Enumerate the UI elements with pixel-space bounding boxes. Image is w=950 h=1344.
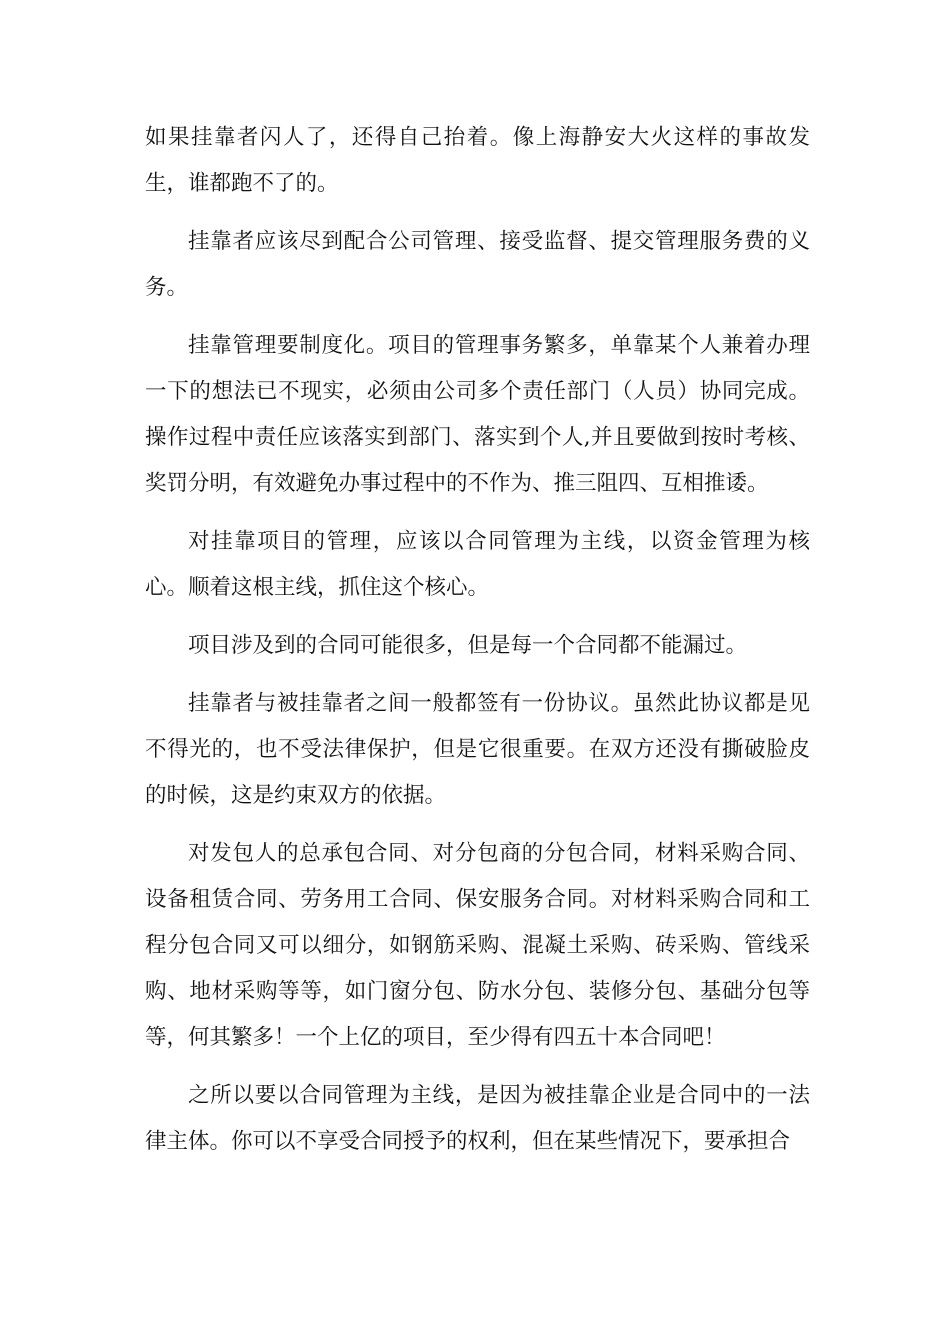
paragraph-8: 之所以要以合同管理为主线，是因为被挂靠企业是合同中的一法律主体。你可以不享受合同授予的权利，但在某些情况下，要承担合 (145, 1083, 810, 1154)
document-body (145, 115, 810, 1177)
paragraph-2: 挂靠者应该尽到配合公司管理、接受监督、提交管理服务费的义务。 (145, 229, 810, 300)
paragraph-5: 项目涉及到的合同可能很多，但是每一个合同都不能漏过。 (188, 633, 748, 658)
paragraph-6: 挂靠者与被挂靠者之间一般都签有一份协议。虽然此协议都是见不得光的，也不受法律保护，但是它很重要。在双方还没有撕破脸皮的时候，这是约束双方的依据。 (145, 691, 810, 808)
paragraph-1: 如果挂靠者闪人了，还得自己抬着。像上海静安大火这样的事故发生，谁都跑不了的。 (145, 125, 810, 196)
paragraph-4: 对挂靠项目的管理，应该以合同管理为主线，以资金管理为核心。顺着这根主线，抓住这个核心。 (145, 529, 810, 600)
paragraph-7: 对发包人的总承包合同、对分包商的分包合同，材料采购合同、设备租赁合同、劳务用工合同、保安服务合同。对材料采购合同和工程分包合同又可以细分，如钢筋采购、混凝土采购、砖采购、管线采购、地材采购等等，如门窗分包、防水分包、装修分包、基础分包等等，何其繁多！一个上亿的项目，至少得有四五十本合同吧！ (145, 841, 810, 1050)
paragraph-3: 挂靠管理要制度化。项目的管理事务繁多，单靠某个人兼着办理一下的想法已不现实，必须由公司多个责任部门（人员）协同完成。操作过程中责任应该落实到部门、落实到个人,并且要做到按时考核、奖罚分明，有效避免办事过程中的不作为、推三阻四、互相推诿。 (145, 333, 810, 496)
